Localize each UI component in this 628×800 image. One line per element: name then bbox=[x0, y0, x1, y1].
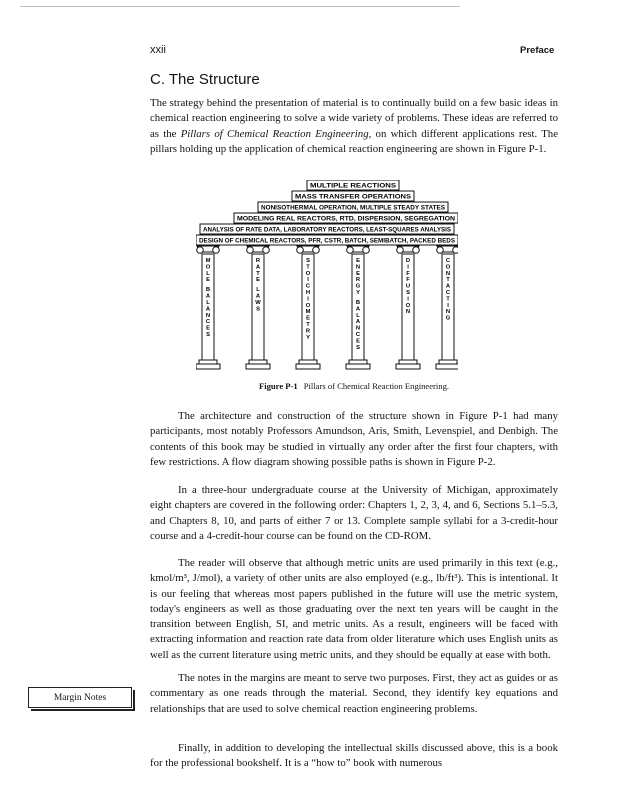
pillar bbox=[196, 246, 220, 369]
pillar-volute bbox=[247, 247, 254, 254]
pillar-label: S T O I C H I O M E T R Y bbox=[305, 258, 311, 341]
pillar-label: C O N T A C T I N G bbox=[445, 258, 451, 322]
pillar-volute bbox=[453, 247, 458, 254]
pillar-base bbox=[249, 360, 267, 364]
paragraph-course: In a three-hour undergraduate course at the University of Michigan, approximately eight chapters are covered in the following order: Chapters 1, 2, 3, 4, and 6, Sections 5.1–5.3, and Chapters 8, 10, and parts of either 7 or 13. Complete sample syllabi for a 3-credit-hour course and a 4-credit-hour course can be found on the CD-ROM. bbox=[150, 484, 558, 542]
structure-level-label: NONISOTHERMAL OPERATION, MULTIPLE STEADY STATES bbox=[261, 204, 445, 212]
pillar bbox=[396, 246, 420, 369]
page-number: xxii bbox=[150, 44, 166, 56]
pillar bbox=[346, 246, 370, 369]
pillar bbox=[246, 246, 270, 369]
pillar-plinth bbox=[436, 364, 458, 369]
pillar-base bbox=[349, 360, 367, 364]
pillar-plinth bbox=[296, 364, 320, 369]
pillar-volute bbox=[347, 247, 354, 254]
paragraph-margin-notes: The notes in the margins are meant to serve two purposes. First, they act as guides or as commentary as one reads through the material. Second, they identify key equations and relationships that are used to solve chemical reaction engineering problems. bbox=[150, 672, 558, 715]
paragraph-units: The reader will observe that although metric units are used primarily in this text (e.g., kmol/m³, J/mol), a variety of other units are also employed (e.g., lb/ft³). This is intentional. It is our feeling that whereas most papers published in the future will use the metric system, today's engineers as well as those graduating over the next ten years will be caught in the transition between English, SI, and metric units. As a result, engineers will be faced with extracting information and reaction rate data from older literature which uses English units as well as the current literature using metric units, and they should be equally at ease with both. bbox=[150, 557, 558, 661]
pillar bbox=[296, 246, 320, 369]
pillar-label: M O L E B A L A N C E S bbox=[205, 258, 211, 338]
page-top-rule bbox=[20, 6, 460, 7]
pillar-volute bbox=[297, 247, 304, 254]
structure-level-label: MODELING REAL REACTORS, RTD, DISPERSION, SEGREGATION bbox=[237, 215, 456, 223]
pillar-volute bbox=[213, 247, 220, 254]
section-title: C. The Structure bbox=[150, 71, 260, 88]
intro-paragraph bbox=[150, 96, 558, 157]
figure-caption-text: Pillars of Chemical Reaction Engineering. bbox=[303, 381, 450, 391]
pillar-base bbox=[299, 360, 317, 364]
pillar bbox=[436, 246, 458, 369]
pillar-label: D I F F U S I O N bbox=[405, 258, 411, 316]
pillar-plinth bbox=[196, 364, 220, 369]
figure-caption bbox=[150, 381, 558, 391]
pillar-base bbox=[399, 360, 417, 364]
structure-level-label: MASS TRANSFER OPERATIONS bbox=[295, 193, 411, 201]
intro-text-2: on which different applications rest. The pillars holding up the application of chemical reaction engineering are shown in Figure P-1. bbox=[150, 127, 559, 155]
pillar-plinth bbox=[346, 364, 370, 369]
pillar-base bbox=[439, 360, 457, 364]
pillar-volute bbox=[437, 247, 444, 254]
running-title: Preface bbox=[520, 45, 555, 56]
pillar-volute bbox=[363, 247, 370, 254]
pillar-base bbox=[199, 360, 217, 364]
pillar-volute bbox=[313, 247, 320, 254]
pillar-plinth bbox=[396, 364, 420, 369]
pillar-volute bbox=[263, 247, 270, 254]
pillar-volute bbox=[413, 247, 420, 254]
figure-caption-label: Figure P-1 bbox=[258, 381, 298, 391]
structure-level-label: MULTIPLE REACTIONS bbox=[310, 182, 396, 190]
structure-level-label: ANALYSIS OF RATE DATA, LABORATORY REACTORS, LEAST-SQUARES ANALYSIS bbox=[203, 226, 451, 234]
pillars-figure bbox=[196, 180, 458, 375]
paragraph-finally: Finally, in addition to developing the intellectual skills discussed above, this is a book for the professional bookshelf. It is a “how to” book with numerous bbox=[150, 742, 558, 770]
structure-level-label: DESIGN OF CHEMICAL REACTORS, PFR, CSTR, BATCH, SEMIBATCH, PACKED BEDS bbox=[199, 237, 455, 245]
intro-emphasis: Pillars of Chemical Reaction Engineering, bbox=[180, 127, 372, 140]
pillar-plinth bbox=[246, 364, 270, 369]
pillar-label: R A T E L A W S bbox=[255, 258, 261, 313]
intro-text-1: The strategy behind the presentation of material is to continually build on a few basic ideas in chemical reaction engineering to solve a wide variety of problems. These ideas are referred to as the bbox=[150, 97, 558, 140]
margin-note-box: Margin Notes bbox=[28, 687, 132, 708]
paragraph-architecture: The architecture and construction of the structure shown in Figure P-1 had many participants, most notably Professors Amundson, Aris, Smith, Levenspiel, and Denbigh. The contents of this book may be studied in virtually any order after the first four chapters, with few restrictions. A flow diagram showing possible paths is shown in Figure P-2. bbox=[150, 410, 558, 468]
pillar-volute bbox=[197, 247, 204, 254]
pillar-label: E N E R G Y B A L A N C E S bbox=[355, 258, 361, 351]
pillar-volute bbox=[397, 247, 404, 254]
